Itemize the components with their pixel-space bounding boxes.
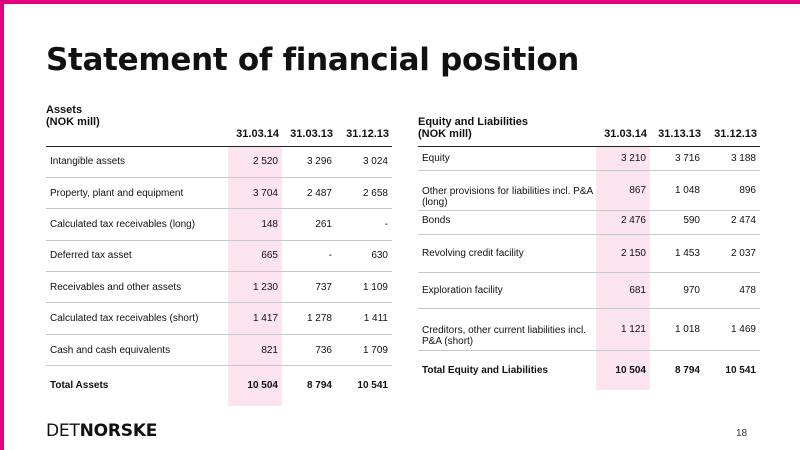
cell-value: 1 109 <box>336 272 392 303</box>
total-value: 8 794 <box>282 366 336 406</box>
table-row <box>418 234 760 272</box>
assets-header-row <box>46 100 392 146</box>
table-row <box>418 308 760 350</box>
cell-value: 2 037 <box>704 234 760 272</box>
cell-value: - <box>336 209 392 240</box>
top-accent-border <box>0 0 800 4</box>
assets-col-header: 31.03.13 <box>282 100 336 146</box>
table-row <box>418 210 760 234</box>
table-row <box>418 272 760 308</box>
cell-value: 1 018 <box>650 308 704 350</box>
row-label: Revolving credit facility <box>418 234 596 272</box>
table-row <box>46 177 392 208</box>
assets-heading: Assets (NOK mill) <box>46 100 228 146</box>
row-label: Other provisions for liabilities incl. P&A (long) <box>418 170 596 210</box>
cell-value: 3 210 <box>596 146 650 170</box>
table-row <box>46 146 392 177</box>
row-label: Cash and cash equivalents <box>46 334 228 365</box>
row-label: Equity <box>418 146 596 170</box>
cell-value: 148 <box>228 209 282 240</box>
cell-value: 1 411 <box>336 303 392 334</box>
logo-part-det: DET <box>46 421 80 441</box>
cell-value: 261 <box>282 209 336 240</box>
cell-value: - <box>282 240 336 271</box>
row-label: Calculated tax receivables (short) <box>46 303 228 334</box>
cell-value: 1 230 <box>228 272 282 303</box>
cell-value: 1 278 <box>282 303 336 334</box>
cell-value: 1 417 <box>228 303 282 334</box>
cell-value: 1 048 <box>650 170 704 210</box>
total-value: 10 504 <box>596 350 650 390</box>
company-logo <box>46 421 157 441</box>
cell-value: 630 <box>336 240 392 271</box>
cell-value: 2 474 <box>704 210 760 234</box>
cell-value: 681 <box>596 272 650 308</box>
total-value: 10 504 <box>228 366 282 406</box>
table-row <box>46 272 392 303</box>
equity-col-header: 31.12.13 <box>704 100 760 146</box>
page-number: 18 <box>736 428 748 439</box>
total-label: Total Equity and Liabilities <box>418 350 596 390</box>
table-row <box>46 303 392 334</box>
page-title: Statement of financial position <box>46 42 580 78</box>
cell-value: 1 453 <box>650 234 704 272</box>
equity-col-header: 31.13.13 <box>650 100 704 146</box>
cell-value: 3 296 <box>282 146 336 177</box>
cell-value: 478 <box>704 272 760 308</box>
cell-value: 3 188 <box>704 146 760 170</box>
total-row <box>46 366 392 406</box>
table-row <box>46 240 392 271</box>
table-row <box>418 170 760 210</box>
cell-value: 2 476 <box>596 210 650 234</box>
assets-col-header: 31.03.14 <box>228 100 282 146</box>
table-row <box>46 209 392 240</box>
assets-col-header: 31.12.13 <box>336 100 392 146</box>
total-row <box>418 350 760 390</box>
cell-value: 3 716 <box>650 146 704 170</box>
cell-value: 1 469 <box>704 308 760 350</box>
assets-table <box>46 100 392 406</box>
cell-value: 2 520 <box>228 146 282 177</box>
equity-liabilities-table <box>418 100 760 390</box>
cell-value: 665 <box>228 240 282 271</box>
cell-value: 3 024 <box>336 146 392 177</box>
cell-value: 2 150 <box>596 234 650 272</box>
total-label: Total Assets <box>46 366 228 406</box>
row-label: Deferred tax asset <box>46 240 228 271</box>
cell-value: 736 <box>282 334 336 365</box>
cell-value: 896 <box>704 170 760 210</box>
cell-value: 590 <box>650 210 704 234</box>
cell-value: 2 658 <box>336 177 392 208</box>
row-label: Receivables and other assets <box>46 272 228 303</box>
row-label: Bonds <box>418 210 596 234</box>
cell-value: 1 709 <box>336 334 392 365</box>
left-accent-border <box>0 0 4 450</box>
logo-part-norske: NORSKE <box>79 421 158 441</box>
table-row <box>418 146 760 170</box>
row-label: Calculated tax receivables (long) <box>46 209 228 240</box>
row-label: Creditors, other current liabilities incl. P&A (short) <box>418 308 596 350</box>
row-label: Intangible assets <box>46 146 228 177</box>
total-value: 8 794 <box>650 350 704 390</box>
equity-heading: Equity and Liabilities (NOK mill) <box>418 100 596 146</box>
cell-value: 2 487 <box>282 177 336 208</box>
equity-col-header: 31.03.14 <box>596 100 650 146</box>
row-label: Exploration facility <box>418 272 596 308</box>
total-value: 10 541 <box>336 366 392 406</box>
cell-value: 970 <box>650 272 704 308</box>
row-label: Property, plant and equipment <box>46 177 228 208</box>
cell-value: 737 <box>282 272 336 303</box>
cell-value: 3 704 <box>228 177 282 208</box>
cell-value: 1 121 <box>596 308 650 350</box>
table-row <box>46 334 392 365</box>
equity-header-row <box>418 100 760 146</box>
cell-value: 821 <box>228 334 282 365</box>
cell-value: 867 <box>596 170 650 210</box>
total-value: 10 541 <box>704 350 760 390</box>
